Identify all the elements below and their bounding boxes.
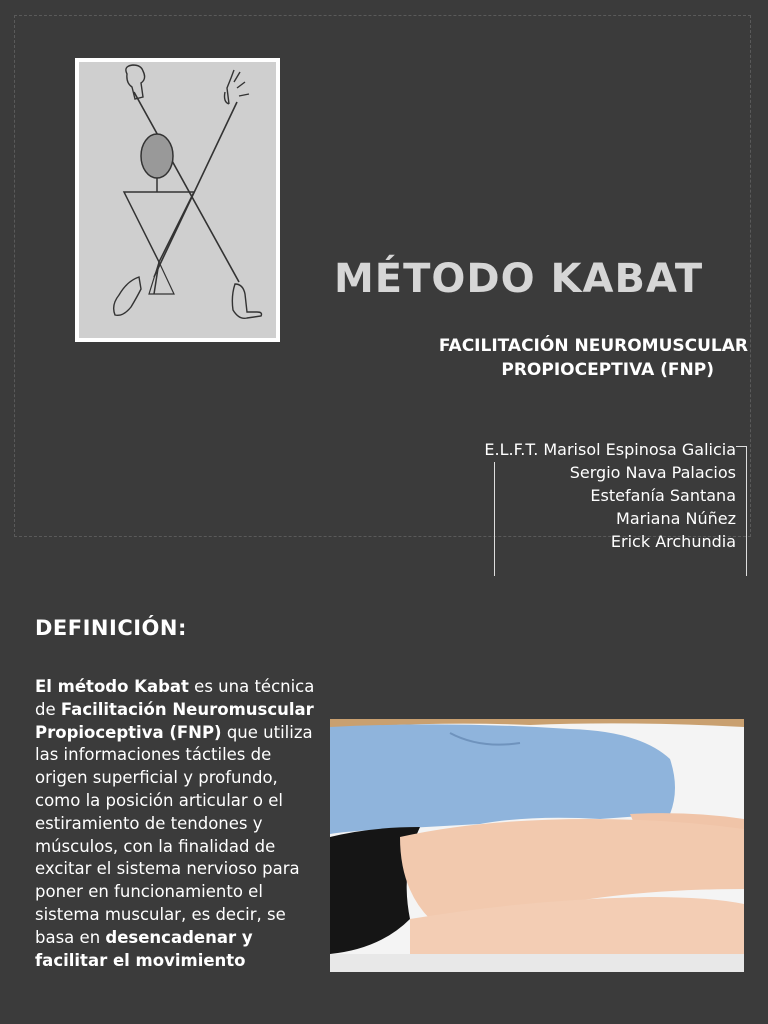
bracket-line-left xyxy=(494,462,495,576)
bracket-line-top xyxy=(736,446,746,447)
diagonal-pattern-illustration xyxy=(79,62,276,338)
definition-bold-3: desencadenar y facilitar el movimiento xyxy=(35,927,253,970)
bracket-line-right xyxy=(746,446,747,576)
author-item: Mariana Núñez xyxy=(616,509,736,528)
subtitle-line-1: FACILITACIÓN NEUROMUSCULAR xyxy=(438,336,748,356)
definition-text xyxy=(35,676,320,972)
slide-title: MÉTODO KABAT xyxy=(334,256,704,302)
definition-heading: DEFINICIÓN: xyxy=(35,616,187,640)
authors-list xyxy=(484,438,736,553)
subtitle-line-2: PROPIOCEPTIVA (FNP) xyxy=(501,360,714,380)
author-item: E.L.F.T. Marisol Espinosa Galicia xyxy=(484,440,736,459)
definition-text-2: que utiliza las informaciones táctiles de origen superficial y profundo, como la posición articular o el estiramiento de tendones y músculos, con la finalidad de excitar el sistema nervioso para poner en funcionamiento el sistema muscular, es decir, se basa en xyxy=(35,722,313,947)
author-item: Sergio Nava Palacios xyxy=(569,463,736,482)
definition-bold-1: El método Kabat xyxy=(35,677,189,696)
author-item: Estefanía Santana xyxy=(590,486,736,505)
definition-bold-2: Facilitación Neuromuscular Propioceptiva (FNP) xyxy=(35,699,314,742)
definition-text-1: es una técnica de xyxy=(35,677,315,719)
author-item: Erick Archundia xyxy=(610,532,736,551)
kabat-diagonal-diagram xyxy=(75,58,280,342)
therapy-photo xyxy=(330,719,744,972)
slide-subtitle xyxy=(328,334,748,382)
therapist-leg-stretch-illustration xyxy=(330,719,744,972)
